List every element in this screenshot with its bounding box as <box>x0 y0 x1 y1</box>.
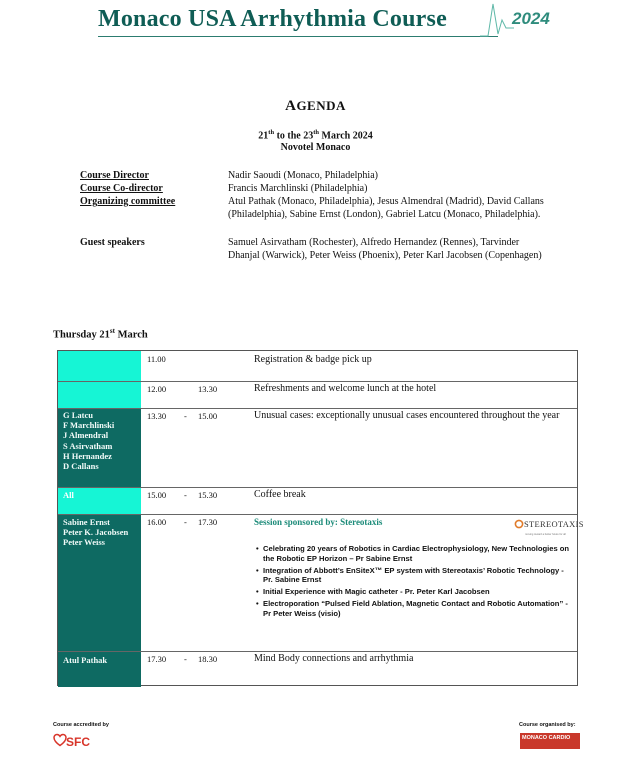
time-dash: - <box>184 411 187 421</box>
role-label-organizing-committee: Organizing committee <box>80 196 176 207</box>
start-time: 15.00 <box>147 490 167 500</box>
agenda-title-rest: GENDA <box>296 98 346 113</box>
header-rule <box>98 36 498 37</box>
activity: Unusual cases: exceptionally unusual cases encountered throughout the year <box>254 410 560 421</box>
speaker-cell <box>58 382 141 408</box>
speaker-cell <box>58 652 141 687</box>
speaker-cell <box>58 351 141 381</box>
talk-item: • Integration of Abbott’s EnSiteX™ EP system with Stereotaxis’ Robotic Technology - Pr. Sabine Ernst <box>256 566 574 585</box>
speaker-name: All <box>63 490 74 500</box>
agenda-venue: Novotel Monaco <box>280 142 351 153</box>
session-sponsor-title: Session sponsored by: Stereotaxis <box>254 517 383 527</box>
speaker-name: G Latcu <box>63 410 93 420</box>
speaker-list <box>63 655 107 665</box>
role-names-course-director: Nadir Saoudi (Monaco, Philadelphia) <box>228 170 378 181</box>
talk-item: • Initial Experience with Magic catheter - Pr. Peter Karl Jacobsen <box>256 587 574 597</box>
accredited-label: Course accredited by <box>53 722 109 728</box>
role-label-co-director: Course Co-director <box>80 183 163 194</box>
course-year: 2024 <box>512 9 550 28</box>
speaker-name: Atul Pathak <box>63 655 108 665</box>
time-dash: - <box>184 490 187 500</box>
day-sup: st <box>109 327 115 335</box>
end-time: 15.30 <box>198 490 218 500</box>
activity: Registration & badge pick up <box>254 354 372 365</box>
speaker-name: Sabine Ernst <box>63 517 110 527</box>
dates-to: to the 23 <box>274 130 314 142</box>
course-title: Monaco USA Arrhythmia Course <box>98 6 447 32</box>
speaker-name: J Almendral <box>63 430 109 441</box>
dates-end-sup: th <box>313 129 320 136</box>
organiser-logo <box>520 733 580 749</box>
activity: Coffee break <box>254 489 306 500</box>
speaker-name: H Hernandez <box>63 450 112 461</box>
speaker-list <box>63 517 128 548</box>
start-time: 16.00 <box>147 517 167 527</box>
agenda-title <box>0 98 631 115</box>
start-time: 13.30 <box>147 411 167 421</box>
speaker-list <box>63 490 74 500</box>
speaker-name: S Asirvatham <box>63 440 113 451</box>
speaker-cell <box>58 409 141 487</box>
end-time: 13.30 <box>198 384 218 394</box>
time-dash: - <box>184 517 187 527</box>
start-time: 12.00 <box>147 384 167 394</box>
end-time: 18.30 <box>198 654 218 664</box>
stereotaxis-logo-tagline: moving toward a better future for all <box>525 533 566 536</box>
day-prefix: Thursday 21 <box>53 329 110 341</box>
schedule-table <box>57 350 584 686</box>
start-time: 11.00 <box>147 354 166 364</box>
talk-item: • Electroporation “Pulsed Field Ablation, Magnetic Contact and Robotic Automation” - Pr Peter Weiss (visio) <box>256 599 574 618</box>
dates-rest: March 2024 <box>319 130 373 142</box>
dates-start: 21 <box>258 130 269 142</box>
stereotaxis-logo <box>514 515 584 541</box>
role-label-guest-speakers: Guest speakers <box>80 237 145 248</box>
speaker-name: Peter Weiss <box>63 537 105 548</box>
time-dash: - <box>184 654 187 664</box>
activity: Refreshments and welcome lunch at the hotel <box>254 383 437 394</box>
end-time: 17.30 <box>198 517 218 527</box>
sfc-logo-text: SFC <box>66 735 90 749</box>
role-names-guest-speakers: Samuel Asirvatham (Rochester), Alfredo Hernandez (Rennes), Tarvinder Dhanjal (Warwick), Peter Weiss (Phoenix), Peter Karl Jacobsen (Copenhagen) <box>228 237 542 261</box>
speaker-cell <box>58 515 141 651</box>
agenda-dates <box>0 129 631 141</box>
speaker-name: F Marchlinski <box>63 420 115 431</box>
role-names-co-director: Francis Marchlinski (Philadelphia) <box>228 183 368 194</box>
day-suffix: March <box>114 329 148 341</box>
stereotaxis-logo-text: STEREOTAXIS <box>524 519 584 529</box>
talk-item: • Celebrating 20 years of Robotics in Cardiac Electrophysiology, New Technologies on the Robotic EP Horizon – Pr Sabine Ernst <box>256 544 574 563</box>
speaker-list <box>63 410 114 471</box>
end-time: 15.00 <box>198 411 218 421</box>
role-label-course-director: Course Director <box>80 170 149 181</box>
role-names-organizing-committee: Atul Pathak (Monaco, Philadelphia), Jesus Almendral (Madrid), David Callans (Philadelphia), Sabine Ernst (London), Gabriel Latcu (Monaco, Philadelphia). <box>228 196 544 220</box>
sfc-heart-icon <box>53 733 67 747</box>
activity: Mind Body connections and arrhythmia <box>254 653 414 664</box>
organised-label: Course organised by: <box>519 722 576 728</box>
start-time: 17.30 <box>147 654 167 664</box>
session-talks <box>256 544 574 621</box>
organiser-logo-text: MONACO CARDIO <box>522 735 571 741</box>
speaker-name: Peter K. Jacobsen <box>63 527 129 538</box>
dates-start-sup: th <box>268 129 275 136</box>
speaker-cell <box>58 488 141 514</box>
day-heading <box>53 327 148 341</box>
speaker-name: D Callans <box>63 461 99 472</box>
ecg-pulse-icon <box>480 0 514 40</box>
agenda-title-initial: A <box>285 98 297 114</box>
